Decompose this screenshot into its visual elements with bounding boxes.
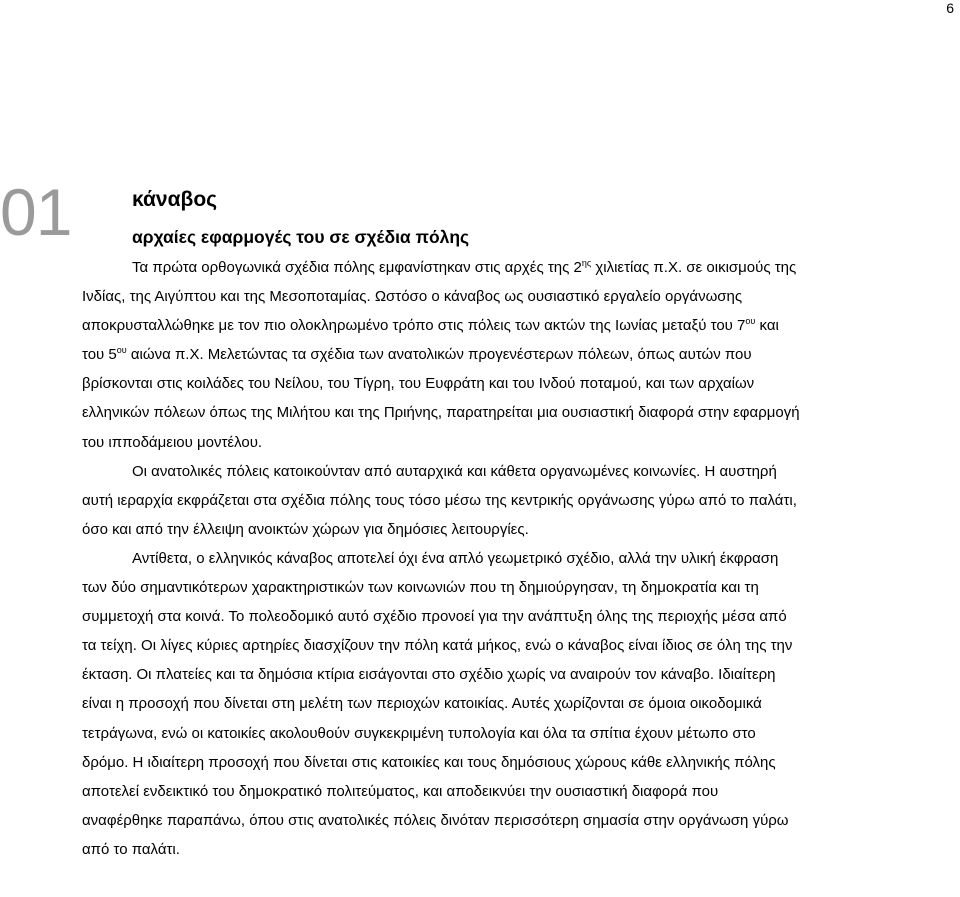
paragraph-1-part-3: και του 5 — [82, 317, 779, 364]
paragraph-3: Αντίθετα, ο ελληνικός κάναβος αποτελεί όχι ένα απλό γεωμετρικό σχέδιο, αλλά την υλική έκφραση των δύο σημαντικότερων χαρακτηριστικών των κοινωνιών που τη δημιούργησαν, τη δημοκρατία και τη συμμετοχή στα κοινά. Το πολεοδομικό αυτό σχέδιο προνοεί για την ανάπτυξη όλης της περιοχής μέσα από τα τείχη. Οι λίγες κύριες αρτηρίες διασχίζουν την πόλη κατά μήκος, ενώ ο κάναβος είναι ίδιος σε όλη της την έκταση. Οι πλατείες και τα δημόσια κτίρια εισάγονται στο σχέδιο χωρίς να αναιρούν τον κάναβο. Ιδιαίτερη είναι η προσοχή που δίνεται στη μελέτη των περιοχών κατοικίας. Αυτές χωρίζονται σε όμοια οικοδομικά τετράγωνα, ενώ οι κατοικίες ακολουθούν συγκεκριμένη τυπολογία και όλα τα σπίτια έχουν μέτωπο στο δρόμο. Η ιδιαίτερη προσοχή που δίνεται στις κατοικίες και τους δημόσιους χώρους κάθε ελληνικής πόλης αποτελεί ενδεικτικό του δημοκρατικό πολιτεύματος, και αποδεικνύει την ουσιαστική διαφορά που αναφέρθηκε παραπάνω, όπου στις ανατολικές πόλεις δινόταν περισσότερη σημασία στην οργάνωση γύρω από το παλάτι. — [82, 549, 793, 858]
paragraph-1-part-1: Τα πρώτα ορθογωνικά σχέδια πόλης εμφανίστηκαν στις αρχές της 2 — [132, 259, 582, 276]
paragraph-1-part-2: χιλιετίας π.Χ. σε οικισμούς της Ινδίας, της Αιγύπτου και της Μεσοποταμίας. Ωστόσο ο κάναβος ως ουσιαστικό εργαλείο οργάνωσης αποκρυσταλλώθηκε με τον πιο ολοκληρωμένο τρόπο στις πόλεις των ακτών της Ιωνίας μεταξύ του 7 — [82, 259, 797, 335]
superscript-ordinal: ης — [581, 258, 592, 268]
section-subtitle: αρχαίες εφαρμογές του σε σχέδια πόλης — [132, 227, 470, 247]
paragraph-1 — [82, 253, 802, 457]
section-number: 01 — [0, 175, 72, 249]
superscript-ordinal: ου — [116, 345, 127, 356]
page-number: 6 — [946, 0, 954, 16]
section-title: κάναβος — [132, 188, 218, 211]
body-text — [82, 253, 802, 864]
paragraph-1-part-4: αιώνα π.Χ. Μελετώντας τα σχέδια των ανατολικών προγενέστερων πόλεων, όπως αυτών που βρίσκονται στις κοιλάδες του Νείλου, του Τίγρη, του Ευφράτη και του Ινδού ποταμού, και των αρχαίων ελληνικών πόλεων όπως της Μιλήτου και της Πριήνης, παρατηρείται μια ουσιαστική διαφορά στην εφαρμογή του ιπποδάμειου μοντέλου. — [82, 346, 800, 451]
superscript-ordinal: ου — [745, 316, 756, 327]
paragraph-2: Οι ανατολικές πόλεις κατοικούνταν από αυταρχικά και κάθετα οργανωμένες κοινωνίες. Η αυστηρή αυτή ιεραρχία εκφράζεται στα σχέδια πόλης τους τόσο μέσω της κεντρικής οργάνωσης γύρω από το παλάτι, όσο και από την έλλειψη ανοικτών χώρων για δημόσιες λειτουργίες. — [82, 462, 797, 538]
